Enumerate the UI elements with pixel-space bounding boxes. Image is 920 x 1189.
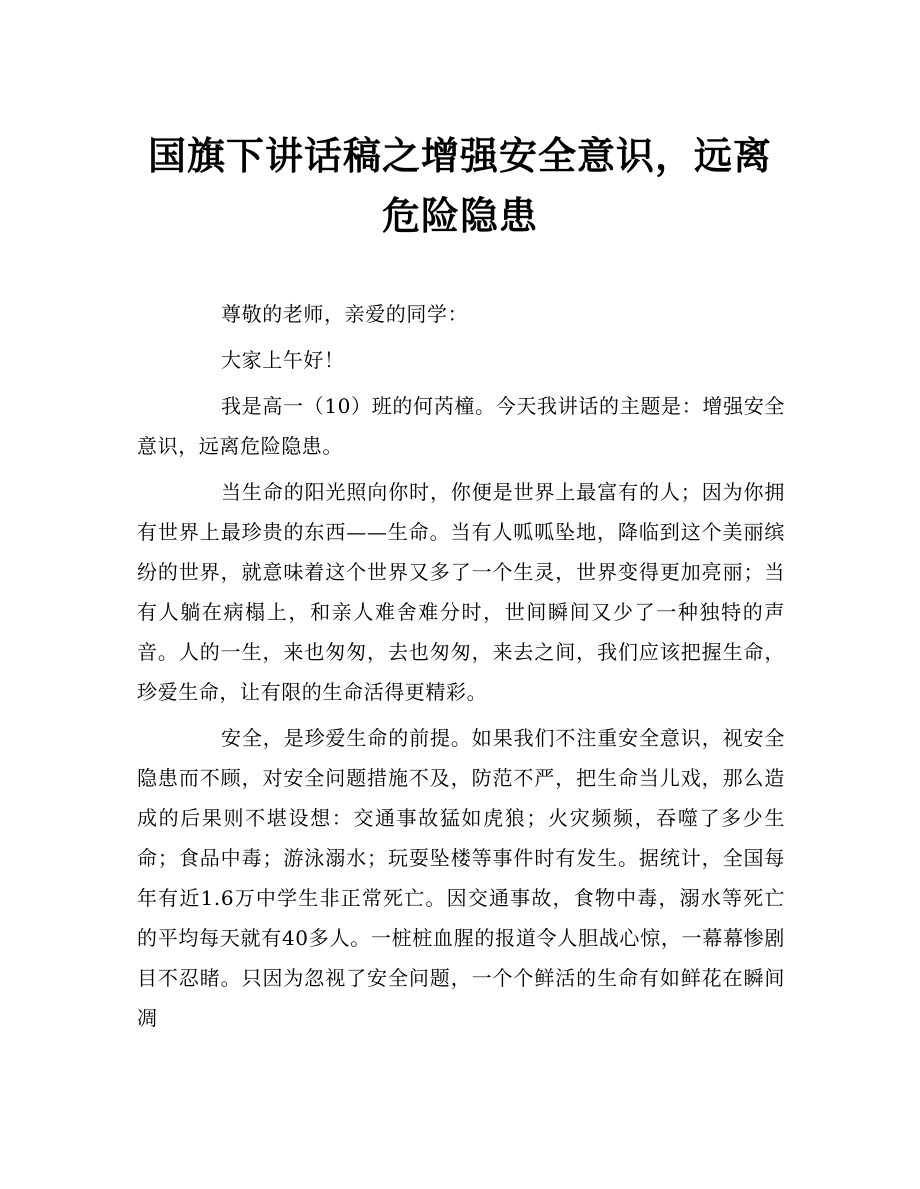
paragraph-life: 当生命的阳光照向你时，你便是世界上最富有的人；因为你拥有世界上最珍贵的东西——生命。当有人呱呱坠地，降临到这个美丽缤纷的世界，就意味着这个世界又多了一个生灵，世界变得更加亮丽；当有人躺在病榻上，和亲人难舍难分时，世间瞬间又少了一种独特的声音。人的一生，来也匆匆，去也匆匆，来去之间，我们应该把握生命，珍爱生命，让有限的生命活得更精彩。 xyxy=(137,480,785,704)
document-body xyxy=(137,294,785,1044)
paragraph-good-morning: 大家上午好！ xyxy=(221,348,345,372)
document-title: 国旗下讲话稿之增强安全意识，远离危险隐患 xyxy=(147,133,772,238)
paragraph-safety: 安全，是珍爱生命的前提。如果我们不注重安全意识，视安全隐患而不顾，对安全问题措施不及，防范不严，把生命当儿戏，那么造成的后果则不堪设想：交通事故猛如虎狼；火灾频频，吞噬了多少生命；食品中毒；游泳溺水；玩耍坠楼等事件时有发生。据统计，全国每年有近1.6万中学生非正常死亡。因交通事故，食物中毒，溺水等死亡的平均每天就有40多人。一桩桩血腥的报道令人胆战心惊，一幕幕惨剧目不忍睹。只因为忽视了安全问题，一个个鲜活的生命有如鲜花在瞬间凋 xyxy=(137,726,785,1030)
paragraph-introduction: 我是高一（10）班的何芮橦。今天我讲话的主题是：增强安全意识，远离危险隐患。 xyxy=(137,394,785,458)
paragraph-greeting: 尊敬的老师，亲爱的同学： xyxy=(221,302,469,326)
